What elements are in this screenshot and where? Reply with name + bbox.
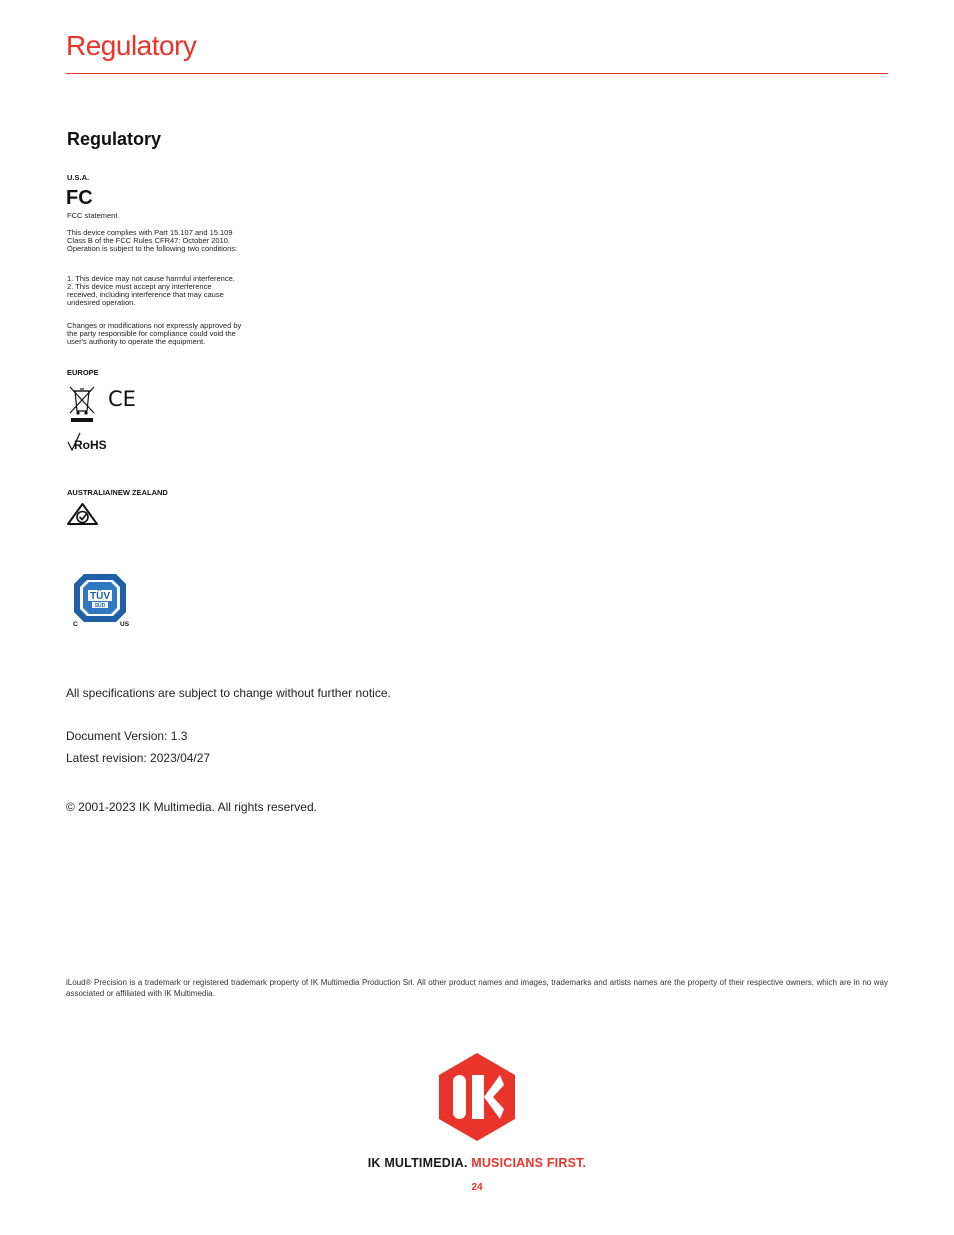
tagline-slogan: MUSICIANS FIRST.	[471, 1156, 587, 1170]
fcc-statement-title: FCC statement	[67, 211, 118, 220]
usa-label: U.S.A.	[67, 173, 90, 182]
latest-revision: Latest revision: 2023/04/27	[66, 751, 211, 765]
ce-mark-text: CE	[108, 387, 136, 409]
document-version: Document Version: 1.3	[66, 729, 188, 743]
weee-bin-icon	[68, 385, 96, 425]
fcc-logo-icon	[66, 186, 94, 208]
tuv-sub-text: SÜD	[94, 603, 106, 609]
anz-label: AUSTRALIA/NEW ZEALAND	[67, 488, 168, 497]
page-number: 24	[471, 1182, 483, 1193]
tuv-us-text: US	[120, 621, 130, 628]
copyright-notice: © 2001-2023 IK Multimedia. All rights reserved.	[66, 800, 317, 814]
brand-tagline	[0, 1156, 954, 1170]
europe-label: EUROPE	[67, 368, 99, 377]
fcc-conditions-text: 1. This device may not cause harmful interference. 2. This device must accept any interference received, including interference that may cause undesired operation.	[67, 274, 235, 307]
fcc-logo-text: FC	[66, 187, 93, 208]
trademark-notice: iLoud® Precision is a trademark or registered trademark property of IK Multimedia Production Srl. All other product names and images, trademarks and artists names are the property of their respective owners, which are in no way associated or affiliated with IK Multimedia.	[66, 978, 888, 998]
fcc-compliance-text: This device complies with Part 15.107 and 15.109 Class B of the FCC Rules CFR47: October 2010. Operation is subject to the following two conditions:	[67, 228, 238, 253]
header-divider	[66, 73, 888, 74]
tuv-sud-logo-icon	[68, 572, 132, 628]
ik-multimedia-logo-icon	[437, 1051, 517, 1143]
rohs-text: RoHS	[74, 438, 107, 452]
tuv-main-text: TÜV	[90, 591, 110, 602]
page-header-title: Regulatory	[66, 30, 197, 61]
tuv-c-text: C	[73, 621, 78, 628]
rcm-icon	[67, 503, 98, 526]
ce-mark-icon	[108, 387, 136, 409]
tagline-company: IK MULTIMEDIA.	[367, 1156, 468, 1170]
specs-notice: All specifications are subject to change without further notice.	[66, 686, 391, 700]
section-heading: Regulatory	[67, 129, 162, 149]
rohs-icon	[67, 432, 115, 452]
fcc-modifications-text: Changes or modifications not expressly approved by the party responsible for compliance could void the user's authority to operate the equipment.	[67, 321, 242, 346]
